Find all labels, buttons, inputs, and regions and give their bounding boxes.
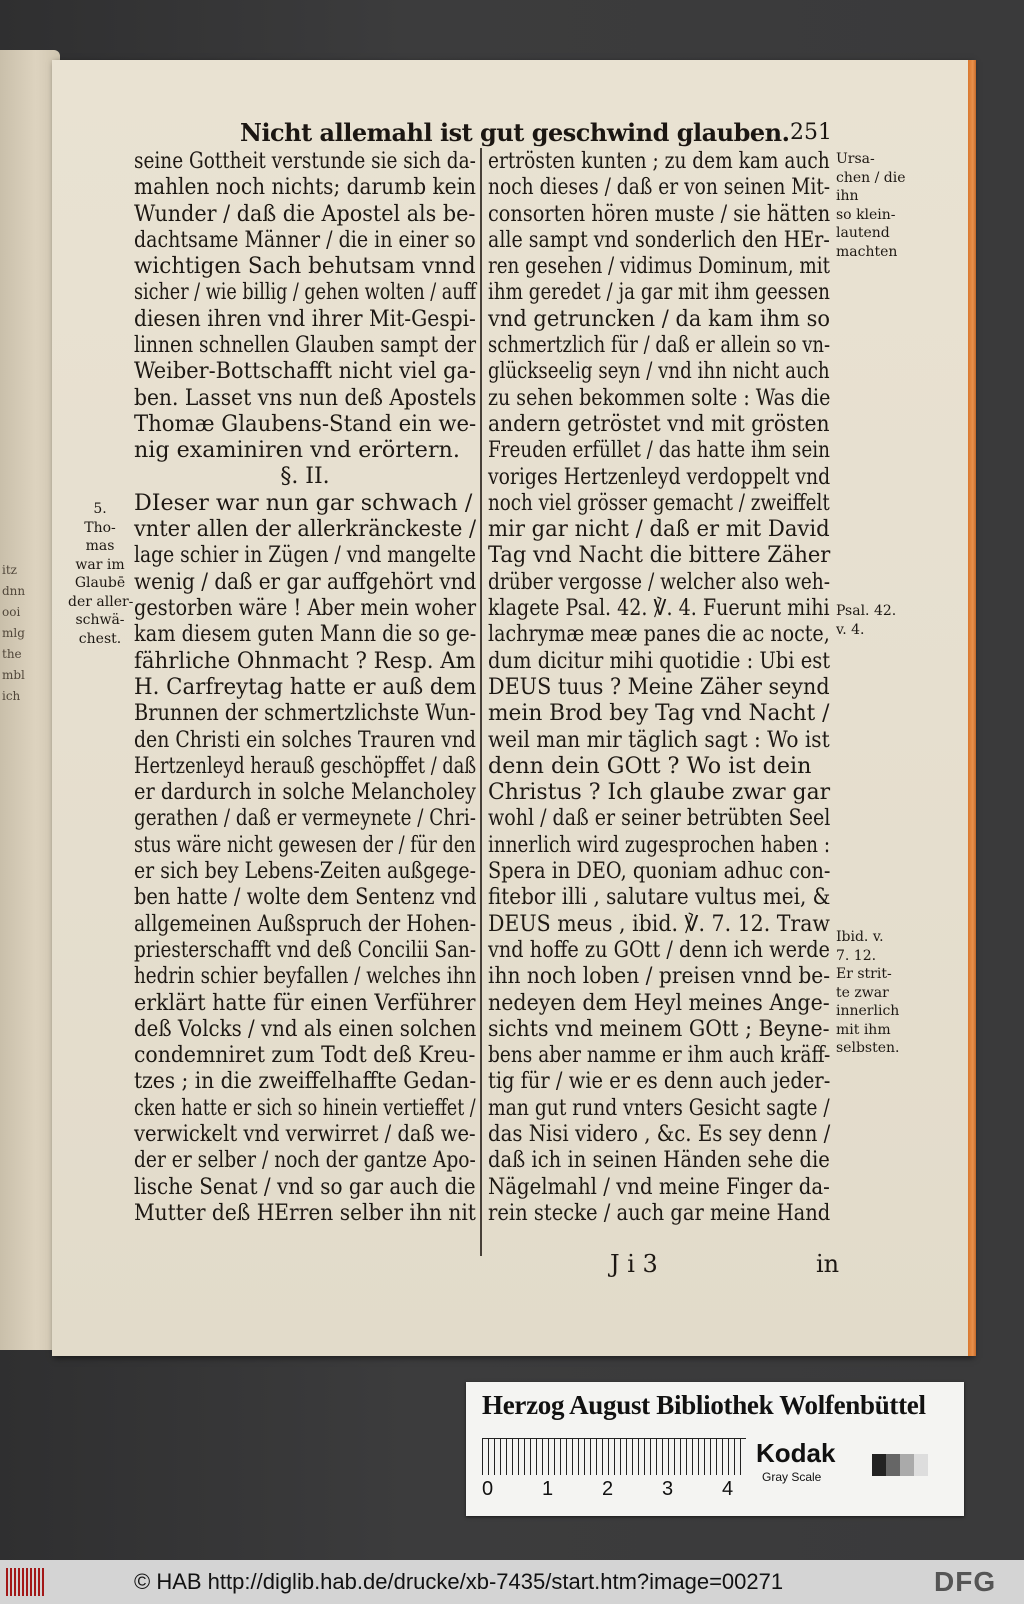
margin-note-line: v. 4. (836, 621, 865, 638)
text-line: ihm geredet / ja gar mit ihm geessen (488, 279, 830, 306)
kodak-logo: Kodak (756, 1438, 836, 1468)
text-line: sicher / wie billig / gehen wolten / auff (134, 279, 477, 306)
text-line: stus wäre nicht gewesen der / für den (134, 831, 476, 858)
text-line: vnd hoffe zu GOtt / denn ich werde (488, 936, 830, 963)
ruler-scale (482, 1438, 746, 1475)
footer-bar (0, 1560, 1024, 1604)
text-line: tig für / wie er es denn auch jeder- (488, 1068, 831, 1095)
footer-source-link[interactable]: © HAB http://diglib.hab.de/drucke/xb-7435/start.htm?image=00271 (134, 1569, 784, 1594)
running-title: Nicht allemahl ist gut geschwind glauben. (240, 118, 790, 147)
previous-page-note-line: itz (2, 563, 17, 577)
previous-page-edge (0, 50, 60, 1350)
text-line: allgemeinen Außspruch der Hohen- (134, 910, 477, 937)
text-line: lage schier in Zügen / vnd mangelte (134, 542, 476, 569)
text-line: priesterschafft vnd deß Concilii San- (134, 936, 477, 963)
text-line: ertrösten kunten ; zu dem kam auch (488, 148, 830, 174)
signature-mark: J i 3 (610, 1250, 658, 1278)
text-line: wohl / daß er seiner betrübten Seel (488, 805, 831, 832)
text-line: mahlen noch nichts; darumb kein (134, 174, 476, 201)
margin-note-line: selbsten. (836, 1040, 900, 1056)
margin-note-line: Psal. 42. (836, 603, 897, 619)
margin-note-line: Glaubē (74, 575, 126, 591)
text-line: DEUS meus , ibid. ℣. 7. 12. Traw (488, 910, 830, 937)
text-line: wenig / daß er gar auffgehört vnd (134, 568, 477, 595)
margin-note-line: innerlich (836, 1003, 900, 1019)
ruler-number: 0 (482, 1478, 494, 1500)
text-line: H. Carfreytag hatte er auß dem (134, 673, 477, 700)
text-line: bens aber namme er ihm auch kräff- (488, 1042, 831, 1069)
previous-page-note-line: mlg (2, 626, 25, 640)
text-line: noch dieses / daß er von seinen Mit- (488, 174, 831, 201)
text-line: das Nisi videro , &c. Es sey denn / (488, 1120, 831, 1147)
margin-note-right-2 (836, 602, 896, 639)
text-line: Mutter deß HErren selber ihn nit (134, 1199, 476, 1226)
margin-note-line: Er strit- (836, 966, 892, 982)
previous-page-note-line: ich (2, 689, 21, 703)
text-line: Spera in DEO, quoniam adhuc con- (488, 858, 831, 885)
text-line: fährliche Ohnmacht ? Resp. Am (134, 647, 476, 674)
text-line: nedeyen dem Heyl meines Ange- (488, 989, 830, 1016)
text-line: glückseelig seyn / vnd ihn nicht auch (488, 358, 830, 385)
margin-note-line: lautend (836, 225, 890, 241)
text-line: schmertzlich für / daß er allein so vn- (488, 332, 831, 359)
text-line: Hertzenleyd herauß geschöpffet / daß (134, 752, 477, 779)
text-line: ihn noch loben / preisen vnnd be- (488, 963, 831, 990)
text-line: man gut rund vnters Gesicht sagte / (488, 1094, 830, 1121)
text-line: seine Gottheit verstunde sie sich da- (134, 148, 476, 174)
margin-note-line: Ursa- (836, 151, 875, 167)
text-line: mein Brod bey Tag vnd Nacht / (488, 700, 830, 727)
text-line: wichtigen Sach behutsam vnnd (134, 253, 476, 280)
ruler-number: 4 (722, 1478, 734, 1500)
text-line: er sich bey Lebens-Zeiten außgege- (134, 858, 476, 885)
text-line: daß ich in seinen Händen sehe die (488, 1147, 830, 1174)
text-line: gestorben wäre ! Aber mein woher (134, 595, 477, 622)
text-line: consorten hören muste / sie hätten (488, 200, 831, 227)
margin-note-line: 5. (93, 501, 107, 517)
margin-note-line: der aller- (68, 593, 134, 610)
text-line: sichts vnd meinem GOtt ; Beyne- (488, 1015, 830, 1042)
text-line: DEUS tuus ? Meine Zäher seynd (488, 673, 830, 700)
text-line: drüber vergosse / welcher also weh- (488, 568, 831, 595)
text-line: gerathen / daß er vermeynete / Chri- (134, 805, 476, 832)
text-line: deß Volcks / vnd als einen solchen (134, 1015, 477, 1042)
text-line: vnd getruncken / da kam ihm so (488, 305, 830, 332)
ruler-number: 2 (602, 1478, 614, 1500)
barcode-icon (6, 1568, 46, 1596)
text-line: weil man mir täglich sagt : Wo ist (488, 726, 830, 753)
margin-note-line: mit ihm (836, 1021, 891, 1038)
ruler-number: 1 (542, 1478, 554, 1500)
gray-patches (872, 1454, 928, 1476)
margin-note-line: te zwar (836, 984, 889, 1001)
gray-patch (914, 1454, 928, 1476)
text-line: ren gesehen / vidimus Dominum, mit (488, 253, 830, 280)
margin-note-left (68, 500, 132, 648)
text-line: den Christi ein solches Trauren vnd (134, 726, 477, 753)
text-line: erklärt hatte für einen Verführer (134, 989, 476, 1016)
text-line: ben. Lasset vns nun deß Apostels (134, 384, 477, 411)
text-line: diesen ihren vnd ihrer Mit-Gespi- (134, 305, 476, 332)
text-line: Weiber-Bottschafft nicht viel ga- (134, 358, 477, 385)
ruler-numbers (482, 1478, 762, 1506)
catchword: in (816, 1250, 840, 1278)
text-line: Wunder / daß die Apostel als be- (134, 200, 476, 227)
text-line: zu sehen bekommen solte : Was die (488, 384, 831, 411)
margin-note-line: mas (85, 538, 115, 554)
text-line: noch viel grösser gemacht / zweiffelt (488, 489, 830, 516)
page-edge-orange (968, 60, 976, 1356)
text-line: kam diesem guten Mann die so ge- (134, 621, 477, 648)
text-line: voriges Hertzenleyd verdoppelt vnd (488, 463, 831, 490)
margin-note-right-1 (836, 150, 906, 261)
text-line: mir gar nicht / daß er mit David (488, 516, 830, 543)
text-line: Thomæ Glaubens-Stand ein we- (134, 410, 477, 437)
right-text-column (488, 148, 830, 1226)
text-line: vnter allen der allerkränckeste / (134, 516, 477, 543)
previous-page-margin-notes (2, 560, 42, 707)
margin-note-line: schwä- (75, 612, 125, 628)
text-line: dum dicitur mihi quotidie : Ubi est (488, 647, 831, 674)
card-title: Herzog August Bibliothek Wolfenbüttel (482, 1390, 926, 1420)
gray-scale-label: Gray Scale (762, 1470, 822, 1484)
text-line: andern getröstet vnd mit grösten (488, 410, 830, 437)
gray-patch (886, 1454, 900, 1476)
text-line: Brunnen der schmertzlichste Wun- (134, 700, 476, 727)
text-line: nig examiniren vnd erörtern. (134, 437, 460, 464)
margin-note-line: war im (75, 556, 125, 573)
text-line: linnen schnellen Glauben sampt der (134, 332, 477, 359)
text-line: DIeser war nun gar schwach / (134, 489, 473, 516)
gray-patch (900, 1454, 914, 1476)
margin-note-line: Ibid. v. (836, 929, 884, 945)
column-divider (480, 148, 482, 1256)
page-header (240, 118, 840, 148)
previous-page-note-line: mbl (2, 668, 25, 682)
margin-note-right-3 (836, 928, 899, 1058)
margin-note-line: so klein- (836, 206, 896, 223)
margin-note-line: ihn (836, 188, 859, 204)
text-line: rein stecke / auch gar meine Hand (488, 1199, 831, 1226)
text-line: tzes ; in die zweiffelhaffte Gedan- (134, 1068, 477, 1095)
previous-page-note-line: ooi (2, 605, 21, 619)
text-line: lische Senat / vnd so gar auch die (134, 1173, 476, 1200)
text-line: condemniret zum Todt deß Kreu- (134, 1042, 476, 1069)
text-line: ben hatte / wolte dem Sentenz vnd (134, 884, 477, 911)
text-line: Nägelmahl / vnd meine Finger da- (488, 1173, 830, 1200)
text-line: fitebor illi , salutare vultus mei, & (488, 884, 831, 911)
text-line: alle sampt vnd sonderlich den HEr- (488, 226, 830, 253)
section-mark: §. II. (280, 463, 330, 489)
left-text-column (134, 148, 476, 1226)
dfg-logo: DFG (934, 1566, 997, 1597)
text-line: verwickelt vnd verwirret / daß we- (134, 1120, 476, 1147)
text-line: Freuden erfüllet / das hatte ihm sein (488, 437, 830, 464)
text-line: Christus ? Ich glaube zwar gar (488, 779, 831, 806)
previous-page-note-line: the (2, 647, 22, 661)
text-line: lachrymæ meæ panes die ac nocte, (488, 621, 830, 648)
text-line: innerlich wird zugesprochen haben : (488, 831, 831, 858)
margin-note-line: chest. (78, 630, 122, 647)
text-line: Tag vnd Nacht die bittere Zäher (488, 542, 831, 569)
margin-note-line: Tho- (84, 519, 116, 536)
gray-patch (872, 1454, 886, 1476)
text-line: er dardurch in solche Melancholey (134, 779, 476, 806)
margin-note-line: machten (836, 243, 898, 260)
ruler-number: 3 (662, 1478, 674, 1500)
text-line: denn dein GOtt ? Wo ist dein (488, 752, 812, 779)
text-line: cken hatte er sich so hinein vertieffet / (134, 1094, 476, 1121)
text-line: klagete Psal. 42. ℣. 4. Fuerunt mihi (488, 595, 830, 622)
margin-note-line: chen / die (836, 169, 906, 186)
text-line: hedrin schier beyfallen / welches ihn (134, 963, 477, 990)
margin-note-line: 7. 12. (836, 947, 877, 964)
previous-page-note-line: dnn (2, 584, 26, 598)
color-calibration-card (466, 1382, 964, 1516)
text-line: dachtsame Männer / die in einer so (134, 226, 476, 253)
page-number: 251 (790, 120, 832, 145)
text-line: der er selber / noch der gantze Apo- (134, 1147, 476, 1174)
